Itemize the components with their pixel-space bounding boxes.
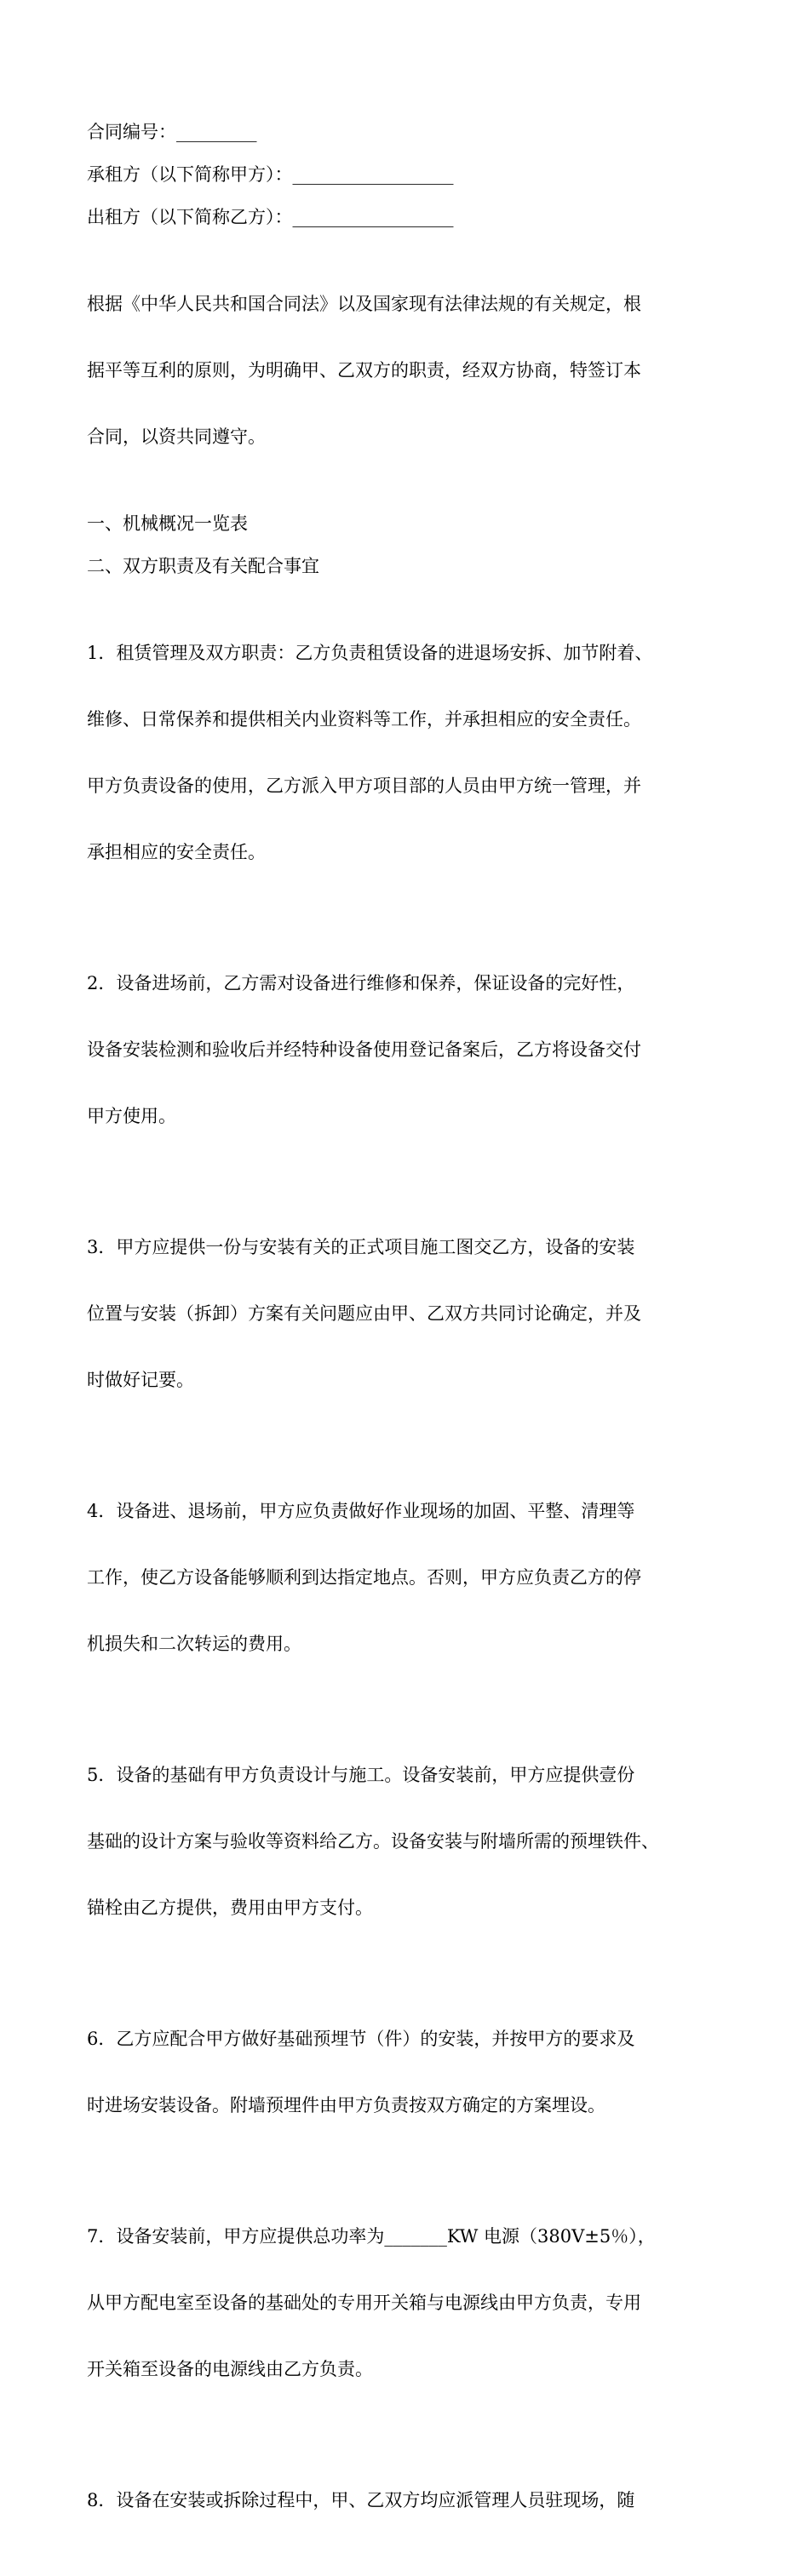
contract-number-blank: _________ [176, 122, 257, 142]
clause-line: 位置与安装（拆卸）方案有关问题应由甲、乙双方共同讨论确定，并及 [87, 1303, 641, 1324]
contract-number-label: 合同编号： [87, 122, 176, 142]
clause-line: 甲方负责设备的使用，乙方派入甲方项目部的人员由甲方统一管理，并 [87, 776, 641, 796]
section-heading-text: 一、机械概况一览表 [87, 513, 248, 534]
clause-line: 承担相应的安全责任。 [87, 842, 266, 862]
clause-1 [87, 598, 734, 907]
clause-4 [87, 1456, 734, 1699]
clause-line: 锚栓由乙方提供，费用由甲方支付。 [87, 1898, 373, 1918]
clause-6 [87, 1984, 734, 2161]
section-heading-text: 二、双方职责及有关配合事宜 [87, 556, 319, 576]
clause-5 [87, 1720, 734, 1963]
clause-line: 工作，使乙方设备能够顺利到达指定地点。否则，甲方应负责乙方的停 [87, 1567, 641, 1588]
clause-line: 4．设备进、退场前，甲方应负责做好作业现场的加固、平整、清理等 [87, 1501, 635, 1521]
clause-line: 从甲方配电室至设备的基础处的专用开关箱与电源线由甲方负责，专用 [87, 2293, 641, 2313]
intro-paragraph [87, 249, 734, 492]
lessor-label: 出租方（以下简称乙方）： [87, 207, 293, 227]
clause-line: 维修、日常保养和提供相关内业资料等工作，并承担相应的安全责任。 [87, 709, 641, 730]
clause-8 [87, 2445, 734, 2556]
clause-line: 甲方使用。 [87, 1106, 176, 1126]
clause-line: 机损失和二次转运的费用。 [87, 1634, 301, 1654]
clause-line: 2．设备进场前，乙方需对设备进行维修和保养，保证设备的完好性， [87, 973, 635, 993]
lessee-blank: __________________ [292, 164, 454, 185]
contract-number-field [87, 121, 734, 143]
clause-line: 8．设备在安装或拆除过程中，甲、乙双方均应派管理人员驻现场，随 [87, 2490, 635, 2510]
section-heading-equipment-overview [87, 512, 734, 535]
clause-line: 5．设备的基础有甲方负责设计与施工。设备安装前，甲方应提供壹份 [87, 1765, 635, 1785]
clause-line: 基础的设计方案与验收等资料给乙方。设备安装与附墙所需的预埋铁件、 [87, 1831, 659, 1852]
lessor-blank: __________________ [292, 207, 454, 227]
clause-line: 设备安装检测和验收后并经特种设备使用登记备案后，乙方将设备交付 [87, 1039, 641, 1060]
intro-line: 合同，以资共同遵守。 [87, 426, 266, 447]
intro-line: 根据《中华人民共和国合同法》以及国家现有法律法规的有关规定，根 [87, 294, 641, 314]
clause-3 [87, 1192, 734, 1435]
clause-2 [87, 928, 734, 1171]
clause-7 [87, 2181, 734, 2424]
lessee-label: 承租方（以下简称甲方）： [87, 164, 293, 185]
clause-line: 1．租赁管理及双方职责：乙方负责租赁设备的进退场安拆、加节附着、 [87, 643, 653, 663]
clause-line: 时进场安装设备。附墙预埋件由甲方负责按双方确定的方案埋设。 [87, 2095, 605, 2115]
lessee-field [87, 163, 734, 186]
clause-line: 开关箱至设备的电源线由乙方负责。 [87, 2359, 373, 2379]
contract-body [87, 121, 734, 2576]
clause-line: 7．设备安装前，甲方应提供总功率为_______KW 电源（380V±5％）， [87, 2226, 656, 2247]
clause-line: 3．甲方应提供一份与安装有关的正式项目施工图交乙方，设备的安装 [87, 1237, 635, 1257]
intro-line: 据平等互利的原则，为明确甲、乙双方的职责，经双方协商，特签订本 [87, 360, 641, 381]
clause-line: 时做好记要。 [87, 1370, 194, 1390]
section-heading-responsibilities [87, 555, 734, 577]
clause-line: 6．乙方应配合甲方做好基础预埋节（件）的安装，并按甲方的要求及 [87, 2029, 635, 2049]
lessor-field [87, 206, 734, 228]
